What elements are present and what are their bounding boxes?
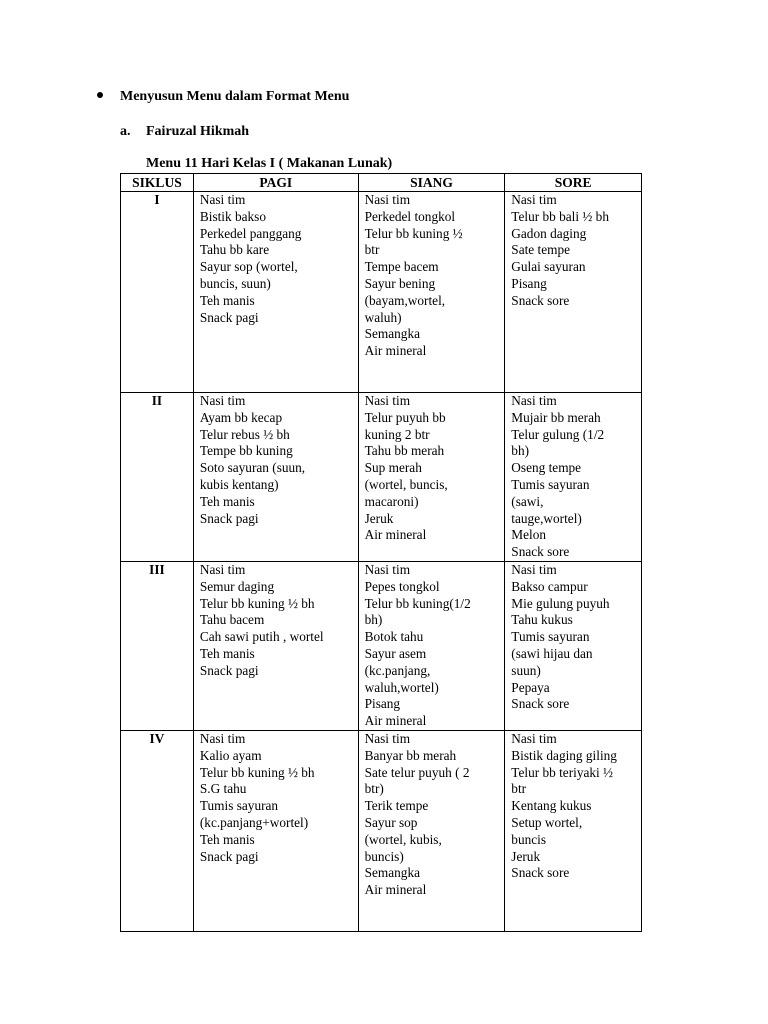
menu-item: Sup merah (wortel, buncis, macaroni) [364,460,448,509]
menu-item: Semangka [364,865,420,881]
menu-item: Snack sore [511,292,570,308]
menu-item: Telur bb bali ½ bh [511,208,609,224]
menu-item: Kalio ayam [199,747,262,763]
menu-item: Air mineral [364,343,427,359]
column-header-siklus: SIKLUS [121,174,194,192]
menu-item: Nasi tim [364,393,411,408]
subsection-marker: a. [120,124,131,139]
menu-item: Pepes tongkol [364,578,440,594]
menu-item: Semur daging [199,578,275,594]
menu-item: Nasi tim [511,192,557,207]
column-header-sore: SORE [505,174,642,192]
subsection-heading [120,124,249,140]
menu-item: Tumis sayuran (sawi hijau dan suun) [511,629,593,678]
menu-item: Sayur sop (wortel, kubis, buncis) [364,814,442,864]
menu-item: Telur bb teriyaki ½ btr [511,764,614,797]
menu-item: Snack sore [511,865,570,881]
menu-item: Sate telur puyuh ( 2 btr) [364,764,470,797]
menu-item: Tempe bb kuning [199,443,293,459]
menu-item: Air mineral [364,882,427,898]
table-row [121,192,642,393]
menu-item: Tumis sayuran (sawi, tauge,wortel) [511,476,590,526]
menu-item: Sayur sop (wortel, buncis, suun) [199,259,298,291]
menu-item: Ayam bb kecap [199,409,283,425]
menu-item: Bistik bakso [199,208,266,224]
menu-item: Air mineral [364,527,427,543]
siklus-cell: I [121,192,194,393]
menu-item: Nasi tim [199,731,246,746]
menu-item: Pisang [511,275,547,291]
table-row [121,731,642,932]
menu-item: Snack sore [511,696,570,712]
menu-item: Tahu bb kare [199,242,270,258]
sore-cell [505,562,642,731]
menu-item: Tahu bb merah [364,443,445,459]
menu-item: Sate tempe [511,242,571,258]
menu-item: Nasi tim [511,562,557,577]
menu-item: Tumis sayuran (kc.panjang+wortel) [199,798,309,830]
table-row [121,393,642,562]
pagi-cell [193,731,358,932]
menu-item: Jeruk [364,510,394,526]
menu-item: Nasi tim [199,562,246,577]
sore-cell [505,393,642,562]
menu-item: Botok tahu [364,629,424,645]
menu-item: Terik tempe [364,798,429,814]
menu-item: Air mineral [364,713,427,729]
menu-item: Perkedel tongkol [364,208,456,224]
menu-item: Telur bb kuning ½ btr [364,225,463,258]
siklus-cell: IV [121,731,194,932]
column-header-siang: SIANG [358,174,505,192]
menu-item: Snack sore [511,544,570,560]
table-row [121,562,642,731]
pagi-cell [193,192,358,393]
menu-item: Semangka [364,326,420,342]
menu-item: Teh manis [199,292,255,308]
menu-item: Mie gulung puyuh [511,595,610,611]
table-caption: Menu 11 Hari Kelas I ( Makanan Lunak) [146,156,393,171]
section-heading [97,89,349,105]
pagi-cell [193,562,358,731]
menu-item: Telur bb kuning ½ bh [199,595,315,611]
menu-item: Snack pagi [199,848,259,864]
menu-item: Tempe bacem [364,259,439,275]
menu-item: Nasi tim [199,393,246,408]
sore-cell [505,731,642,932]
menu-item: Telur gulung (1/2 bh) [511,426,605,459]
menu-item: S.G tahu [199,781,247,797]
menu-item: Mujair bb merah [511,409,601,425]
siklus-cell: II [121,393,194,562]
menu-item: Oseng tempe [511,460,582,476]
menu-item: Snack pagi [199,510,259,526]
siklus-cell: III [121,562,194,731]
menu-item: Nasi tim [364,731,411,746]
menu-item: Bistik daging giling [511,747,617,763]
menu-item: Perkedel panggang [199,225,302,241]
bullet-icon [97,92,103,98]
menu-item: Telur bb kuning(1/2 bh) [364,595,471,628]
menu-item: Banyar bb merah [364,747,457,763]
siang-cell [358,731,505,932]
menu-item: Nasi tim [364,562,411,577]
subsection-title: Fairuzal Hikmah [146,124,250,139]
menu-item: Bakso campur [511,578,588,594]
table-header-row [121,174,642,192]
menu-item: Sayur asem (kc.panjang, waluh,wortel) [364,645,439,695]
menu-item: Teh manis [199,831,255,847]
siang-cell [358,393,505,562]
menu-item: Jeruk [511,848,541,864]
menu-item: Pepaya [511,679,550,695]
menu-item: Nasi tim [199,192,246,207]
siang-cell [358,192,505,393]
column-header-pagi: PAGI [193,174,358,192]
menu-item: Nasi tim [364,192,411,207]
menu-item: Setup wortel, buncis [511,814,583,847]
menu-item: Teh manis [199,493,255,509]
menu-item: Teh manis [199,645,255,661]
menu-item: Tahu kukus [511,612,573,628]
menu-item: Gadon daging [511,225,587,241]
pagi-cell [193,393,358,562]
menu-item: Pisang [364,696,401,712]
menu-item: Sayur bening (bayam,wortel, waluh) [364,275,446,325]
menu-item: Kentang kukus [511,798,592,814]
menu-item: Telur rebus ½ bh [199,426,290,442]
menu-item: Nasi tim [511,731,557,746]
sore-cell [505,192,642,393]
menu-table [120,173,642,932]
siang-cell [358,562,505,731]
menu-item: Melon [511,527,547,543]
menu-item: Snack pagi [199,309,259,325]
menu-item: Snack pagi [199,662,259,678]
menu-item: Tahu bacem [199,612,265,628]
menu-item: Gulai sayuran [511,259,586,275]
section-heading-text: Menyusun Menu dalam Format Menu [120,89,350,104]
menu-item: Cah sawi putih , wortel [199,629,324,645]
menu-item: Nasi tim [511,393,557,408]
menu-item: Telur bb kuning ½ bh [199,764,315,780]
menu-item: Telur puyuh bb kuning 2 btr [364,409,446,442]
menu-item: Soto sayuran (suun, kubis kentang) [199,460,306,492]
